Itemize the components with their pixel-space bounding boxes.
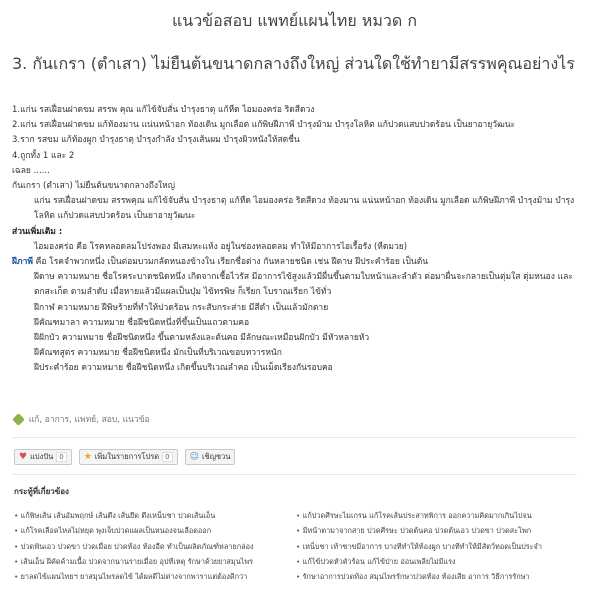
extra-line-2-text: คือ โรคจำพวกหนึ่ง เป็นต่อมบวมกลัดหนองข้างใน เรียกชื่อต่าง กันหลายชนิด เช่น ฝีดาษ ฝีประคำร้อย เป็นต้น [35,257,429,268]
related-item[interactable]: • มีหน้าตามาจากสาย ปวดศีรษะ ปวดต้นคอ ปวดต้นเอว ปวดขา ปวดสะโพก [296,523,576,538]
invite-button[interactable] [185,449,236,465]
related-item[interactable]: • ปวดฟันเอว ปวดขา ปวดเมื่อย ปวดท้อง ท้องอืด ทำเป็นผลิตภัณฑ์หลายกล่อง [14,539,284,554]
extra-line-3: ฝีดาษ ความหมาย ชื่อโรคระบาดชนิดหนึ่ง เกิดจากเชื้อไวรัส มีอาการไข้สูงแล้วมีผื่นขึ้นตามใบหน้าและลำตัว ต่อมาผื่นจะกลายเป็นตุ่มใส ตุ่มหนอง และตกสะเก็ด ตามลำดับ เมื่อหายแล้วมีแผลเป็นบุ๋ม ไข้ทรพิษ ก็เรียก โบราณเรียก ไข้ทั่ว [34,272,573,298]
choice-1: 1.แก่น รสเฝื่อนฝาดขม สรรพ คุณ แก้ไข้จับสั่น บำรุงธาตุ แก้หืด ไอมองคร่อ ริดสีดวง [12,105,315,115]
heart-icon: ♥ [19,452,28,462]
answer-line-1: กันเกรา (ตำเสา) ไม่ยืนต้นขนาดกลางถึงใหญ่ [12,181,176,192]
share-button[interactable] [14,449,72,465]
related-item[interactable]: • แก้พิษเส้น เส้นอัมพฤกษ์ เส้นตึง เส้นยึด ตึงเหน็บชา ปวดเส้นเอ็น [14,508,284,523]
share-label: แบ่งปัน [30,452,54,461]
favorite-label: เพิ่มในรายการโปรด [94,452,160,461]
extra-line-1: ไอมองคร่อ คือ โรคหลอดลมโปร่งพอง มีเสมหะแห้ง อยู่ในช่องหลอดลม ทำให้มีอาการไอเรื้อรัง (หืดมวย) [34,241,408,252]
extra-line-6: ฝีฝักบัว ความหมาย ชื่อฝีชนิดหนึ่ง ขึ้นตามหลังและต้นคอ มีลักษณะเหมือนฝักบัว มีหัวหลายหัว [34,333,370,344]
divider [12,474,577,475]
favorite-button[interactable] [79,449,178,465]
choice-4: 4.ถูกทั้ง 1 และ 2 [12,150,75,161]
tag-icon [12,413,25,426]
invite-label: เชิญชวน [201,452,231,461]
related-item[interactable]: • แก้ปวดศีรษะไมเกรน แก้โรคเส้นประสาทพิการ ออกความคิดมากเกินไปจน [296,508,576,523]
related-item[interactable]: • แก้โรคเลือดไหลไม่หยุด พุงเจ็บปวดแผลเป็นหนองจนเลือดออก [14,523,284,538]
question-title: 3. กันเกรา (ตำเสา) ไม่ยืนต้นขนาดกลางถึงใหญ่ ส่วนใดใช้ทำยามีสรรพคุณอย่างไร [12,54,575,73]
tags [14,412,150,426]
post-body [12,103,580,377]
highlight-link[interactable]: ฝีภาพี [12,257,33,268]
extra-line-4: ฝีกาฬ ความหมาย ฝีพิษร้ายที่ทำให้ปวดร้อน กระสับกระส่าย มีสีดำ เป็นแล้วมักตาย [34,302,329,313]
answer-label: เฉลย ...... [12,165,50,176]
action-buttons [14,449,235,465]
tag-links[interactable]: แก้, อาการ, แพทย์, สอบ, แนวข้อ [28,415,150,425]
share-count: 0 [56,452,66,462]
answer-line-2: แก่น รสเฝื่อนฝาดขม สรรพคุณ แก้ไข้จับสั่น บำรุงธาตุ แก้หืด ไอมองคร่อ ริดสีดวง ท้องมาน แน่นหน้าอก ท้องเดิน มูกเลือด แก้พิษฝีภาพี บำรุงม้าม บำรุงโลหิต แก้ปวดแสบปวดร้อน เป็นยาอายุวัฒนะ [34,196,575,222]
related-list [14,508,579,584]
related-item[interactable]: • เส้นเอ็น ฝีคัดค้ามเนื้อ ปวดจากนานรายเมื่อย อุปทีเหตุ รักษาด้วยยาสมุนไพร [14,554,284,569]
choice-2: 2.แก่น รสเฝื่อนฝาดขม แก้ท้องมาน แน่นหน้าอก ท้องเดิน มูกเลือด แก้พิษฝีภาพี บำรุงม้าม บำรุงโลหิต แก้ปวดแสบปวดร้อน เป็นยาอายุวัฒนะ [12,120,516,131]
star-icon: ★ [83,452,92,462]
related-item[interactable]: • แก้ไข้ปวดหัวตัวร้อน แก้ไข้ป่าย อ่อนเพลียไม่มีแรง [296,554,576,569]
related-title: กระทู้ที่เกี่ยวข้อง [14,487,69,496]
extra-line-5: ฝีคัณฑมาลา ความหมาย ชื่อฝีชนิดหนึ่งที่ขึ้นเป็นแถวตามคอ [34,317,250,328]
divider [12,437,577,438]
extra-line-8: ฝีประคำร้อย ความหมาย ชื่อฝีชนิดหนึ่ง เกิดขึ้นบริเวณลำคอ เป็นเม็ดเรียงกันรอบคอ [34,363,333,374]
site-title: แนวข้อสอบ แพทย์แผนไทย หมวด ก [171,11,418,30]
related-item[interactable]: • รักษาอาการปวดท้อง สมุนไพรรักษาปวดท้อง ท้องเสีย อาการ วิธีการรักษา [296,569,576,584]
people-icon: ☺ [189,452,199,462]
related-item[interactable]: • เหน็บชา เท้าชาขมีอาการ บางทีทำให้ท้องผูก บางทีทำให้มีสัตว์ทอดเป็นประจำ [296,539,576,554]
choice-3: 3.ราก รสขม แก้ท้องผูก บำรุงธาตุ บำรุงกำลัง บำรุงเส้นผม บำรุงผิวหนังให้สดชื่น [12,135,300,146]
extra-line-7: ฝีคัณฑสูตร ความหมาย ชื่อฝีชนิดหนึ่ง มักเป็นที่บริเวณขอบทวารหนัก [34,348,282,359]
related-item[interactable]: • ยาลดไข้แผนไทยฯ ยาสมุนไพรลดไข้ ได้ผลดีไม่ต่างจากพาราแต่ต้องดีกว่า [14,569,284,584]
extra-line-2 [12,255,580,270]
favorite-count: 0 [162,452,172,462]
extra-label: ส่วนเพิ่มเติม : [12,226,63,237]
